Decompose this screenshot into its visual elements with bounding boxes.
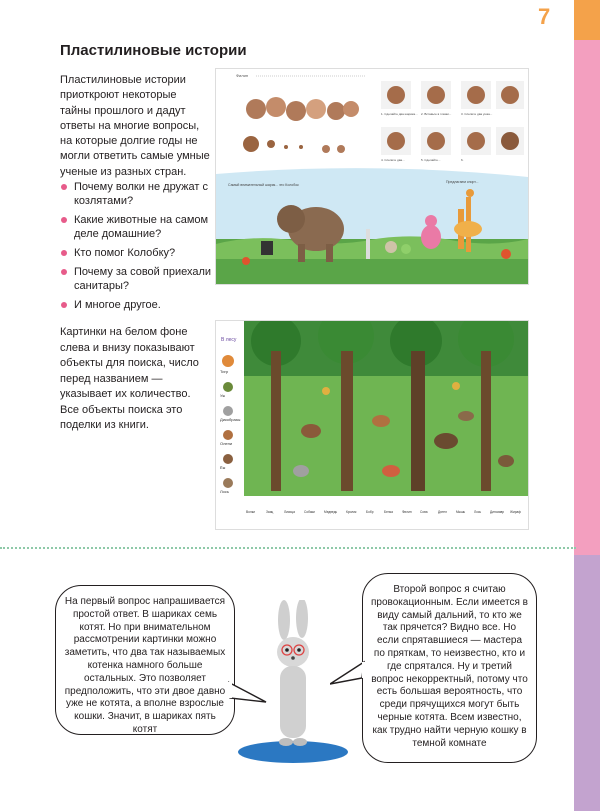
crafts-illustration: [216, 69, 528, 284]
forest-illustration: [216, 321, 528, 529]
svg-text:2. Вставьте в глазки...: 2. Вставьте в глазки...: [421, 112, 452, 116]
svg-text:Лось: Лось: [220, 489, 229, 494]
svg-text:Жираф: Жираф: [510, 510, 521, 514]
plasticine-hare-icon: [228, 600, 358, 765]
svg-text:Динозавр: Динозавр: [490, 510, 505, 514]
section-divider: [0, 547, 576, 549]
svg-text:Медведь: Медведь: [324, 510, 338, 514]
forest-header: В лесу: [221, 337, 237, 343]
svg-text:Кролик: Кролик: [346, 510, 357, 514]
spread1-top-label: Филин: [236, 73, 249, 78]
svg-text:Собаки: Собаки: [304, 510, 315, 514]
speech-bubble-left: На первый вопрос напрашивается простой ответ. В шариках семь котят. Но при внимательном рассмотрении картинки можно заметить, что два так называемых котенка намного больше остальных. Это позволяет предположить, что эти двое давно уже не котята, а вполне взрослые кошки. Значит, в шариках пять котят: [55, 585, 235, 735]
svg-text:Филин: Филин: [402, 510, 412, 514]
legend-bottom: [246, 510, 521, 514]
svg-text:Ёж: Ёж: [220, 465, 226, 470]
svg-text:Бобр: Бобр: [366, 510, 374, 514]
orange-tab: [574, 0, 600, 40]
page-heading: Пластилиновые истории: [60, 42, 247, 59]
svg-text:Уж: Уж: [220, 393, 226, 398]
pink-tab: [574, 40, 600, 555]
question-item: Почему за совой приехали санитары?: [60, 265, 215, 293]
speech-bubble-right: Второй вопрос я считаю провокационным. Если имеется в виду самый дальний, то кто же так прячется? Видно все. Но если спрятавшиеся — мастера по пряткам, то неизвестно, кто и где спрятался. Ну и третий вопрос некорректный, потому что есть большая вероятность, что среди прячущихся могут быть черные котята. Всем известно, как трудно найти черную кошку в темной комнате: [362, 573, 537, 763]
svg-text:Волки: Волки: [246, 510, 255, 514]
svg-text:Заяц: Заяц: [266, 510, 274, 514]
svg-text:Дикобразы: Дикобразы: [220, 417, 241, 422]
intro-text: Пластилиновые истории приоткроют некоторые тайны прошлого и дадут ответы на многие вопросы, на которые долгие годы не могли ответить самые умные ученые из разных стран.: [60, 74, 210, 178]
svg-text:4. Слепите два...: 4. Слепите два...: [381, 158, 405, 162]
svg-text:Мышь: Мышь: [456, 510, 466, 514]
book-spread-crafts: [215, 68, 529, 285]
svg-text:Сова: Сова: [420, 510, 428, 514]
question-item: Почему волки не дружат с козлятами?: [60, 180, 215, 208]
caption-right: Предлагаем спорт...: [446, 180, 479, 184]
svg-text:1. Сделайте два шарика...: 1. Сделайте два шарика...: [381, 112, 418, 116]
page-number: 7: [538, 4, 551, 29]
svg-text:Белка: Белка: [384, 510, 393, 514]
question-list: [60, 180, 215, 317]
svg-text:5. Сделайте...: 5. Сделайте...: [421, 158, 441, 162]
svg-text:Лось: Лось: [474, 510, 482, 514]
book-spread-forest: [215, 320, 529, 530]
svg-text:6.: 6.: [461, 158, 464, 162]
svg-text:Тигр: Тигр: [220, 369, 229, 374]
svg-text:Лисица: Лисица: [284, 510, 295, 514]
purple-tab: [574, 555, 600, 811]
question-item: Какие животные на самом деле домашние?: [60, 213, 215, 241]
question-item: И многое другое.: [60, 298, 215, 312]
caption-left: Самый внимательный шарик... это Колобок: [228, 183, 299, 187]
svg-text:Олени: Олени: [220, 441, 233, 446]
search-description: Картинки на белом фоне слева и внизу показывают объекты для поиска, число перед названием — указывает их количество. Все объекты поиска это поделки из книги.: [60, 326, 199, 431]
svg-text:3. Слепите два ушка...: 3. Слепите два ушка...: [461, 112, 493, 116]
svg-text:Дятел: Дятел: [438, 510, 447, 514]
question-item: Кто помог Колобку?: [60, 246, 215, 260]
